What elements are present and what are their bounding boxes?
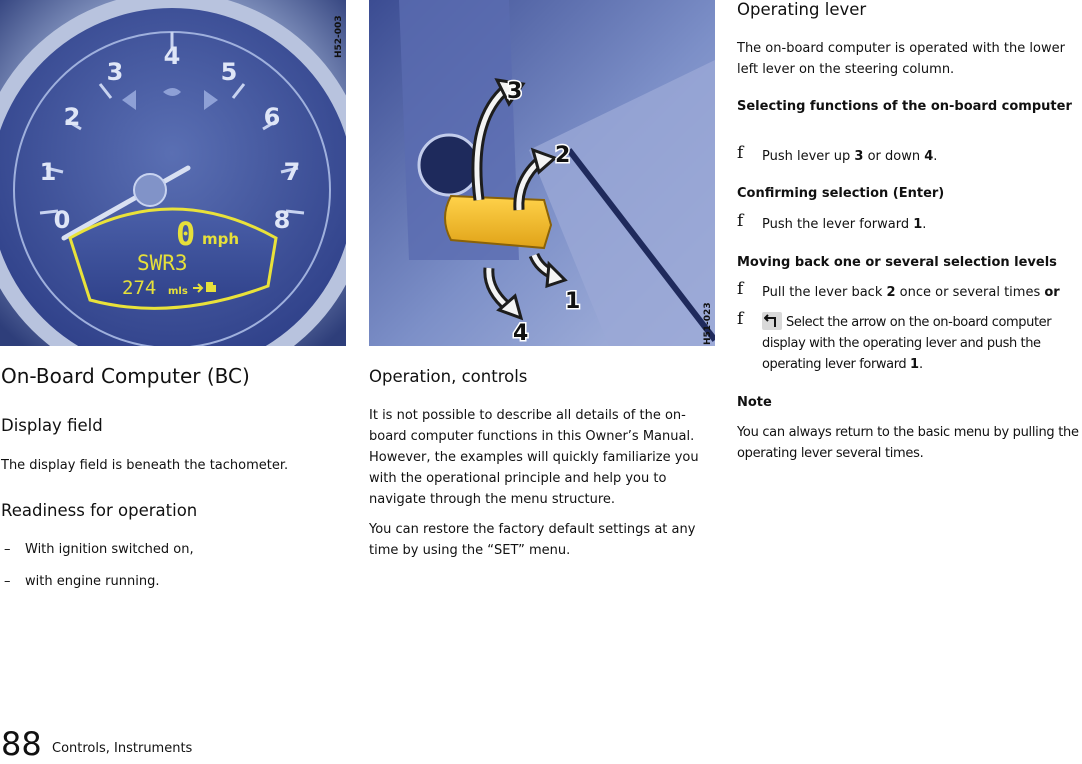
- display-field-heading: Display field: [1, 416, 103, 435]
- operating-lever-figure: [369, 0, 715, 346]
- step-number: 1: [910, 357, 920, 372]
- figure-code: H51-023: [703, 302, 713, 345]
- step-or: or: [1044, 285, 1060, 300]
- step-number: 2: [886, 285, 896, 300]
- step-text: Select the arrow on the on-board computer display with the operating lever and push the operating lever forward: [762, 315, 1052, 372]
- list-item: [4, 571, 324, 592]
- step-text: .: [919, 357, 924, 372]
- lcd-station: SWR3: [137, 251, 188, 275]
- step-number: 1: [913, 217, 923, 232]
- step-marker: f: [737, 143, 744, 163]
- gauge-number: 7: [283, 158, 301, 186]
- list-item: [4, 539, 324, 560]
- operation-paragraph-1: It is not possible to describe all details of the on-board computer functions in this Owner’s Manual. However, the examples will quickly familiarize you with the operational principle and help you to navigate through the menu structure.: [369, 408, 699, 507]
- operating-lever-intro: The on-board computer is operated with the lower left lever on the steering column.: [737, 41, 1065, 77]
- gauge-number: 3: [106, 58, 124, 86]
- lever-illustration: [369, 0, 715, 346]
- moving-back-heading: Moving back one or several selection levels: [737, 255, 1057, 270]
- step-text: Pull the lever back: [762, 285, 887, 300]
- step-text: or down: [863, 149, 925, 164]
- bullet-text: with engine running.: [25, 574, 160, 589]
- operation-heading: Operation, controls: [369, 367, 528, 386]
- step-text: .: [922, 217, 927, 232]
- tachometer-illustration: [0, 0, 346, 346]
- step-marker: f: [737, 211, 744, 231]
- confirming-heading: Confirming selection (Enter): [737, 186, 945, 201]
- lcd-range: 274: [122, 277, 157, 299]
- page-title: On-Board Computer (BC): [1, 364, 250, 388]
- gauge-number: 5: [220, 58, 238, 86]
- step-text: Push the lever forward: [762, 217, 914, 232]
- lcd-speed: 0: [176, 215, 196, 253]
- step-marker: f: [737, 309, 744, 329]
- needle-hub: [134, 174, 166, 206]
- gauge-number: 8: [273, 206, 291, 234]
- gauge-number: 4: [163, 42, 181, 70]
- step-marker: f: [737, 279, 744, 299]
- operating-lever-heading: Operating lever: [737, 0, 867, 19]
- bullet-dash: –: [4, 574, 11, 589]
- section-title: Controls, Instruments: [52, 741, 193, 756]
- step-number: 3: [854, 149, 864, 164]
- callout-2: 2: [555, 143, 571, 168]
- gauge-number: 2: [63, 103, 81, 131]
- step-text: .: [933, 149, 938, 164]
- operation-paragraph-2: You can restore the factory default settings at any time by using the “SET” menu.: [369, 522, 696, 558]
- operating-lever: [445, 196, 551, 248]
- page-number: 88: [1, 725, 42, 763]
- moving-back-step: [737, 279, 1081, 303]
- note-heading: Note: [737, 395, 772, 410]
- note-text: You can always return to the basic menu by pulling the operating lever several times.: [737, 425, 1079, 461]
- arrow-step: [737, 309, 1081, 375]
- bullet-dash: –: [4, 542, 11, 557]
- gauge-number: 1: [39, 158, 57, 186]
- gauge-number: 0: [53, 206, 71, 234]
- confirming-step: [737, 211, 1081, 235]
- selecting-step: [737, 143, 1081, 167]
- step-number: 4: [924, 149, 934, 164]
- callout-4: 4: [513, 321, 529, 346]
- callout-3: 3: [507, 79, 523, 104]
- return-arrow-icon: [762, 312, 782, 330]
- figure-code: H52-003: [334, 15, 344, 58]
- selecting-functions-heading: Selecting functions of the on-board computer: [737, 99, 1072, 114]
- step-text: Push lever up: [762, 149, 855, 164]
- gauge-number: 6: [263, 103, 281, 131]
- tachometer-figure: [0, 0, 346, 346]
- bullet-text: With ignition switched on,: [25, 542, 194, 557]
- step-text: once or several times: [895, 285, 1045, 300]
- display-field-text: The display field is beneath the tachometer.: [1, 458, 289, 473]
- lcd-range-unit: mls: [168, 286, 188, 297]
- lcd-speed-unit: mph: [202, 230, 240, 248]
- readiness-heading: Readiness for operation: [1, 501, 198, 520]
- callout-1: 1: [565, 289, 581, 314]
